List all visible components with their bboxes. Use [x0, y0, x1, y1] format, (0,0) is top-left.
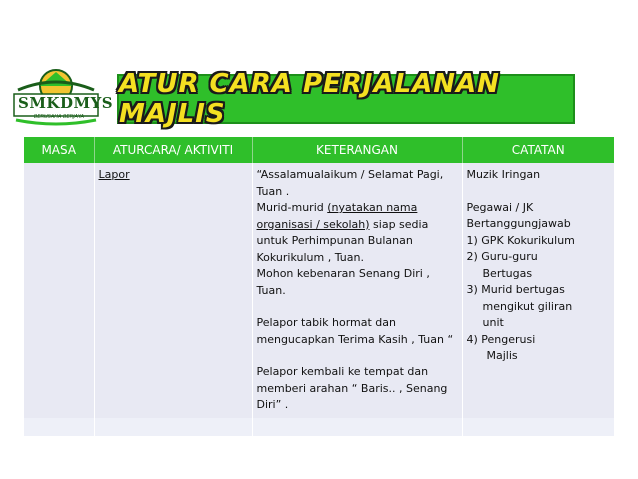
catatan-item-2-cont: Bertugas [482, 266, 533, 280]
keterangan-report-start: Murid-murid [256, 201, 328, 214]
table-row [24, 163, 614, 418]
cell-masa [24, 163, 94, 418]
aktiviti-lapor: Lapor [98, 168, 130, 181]
catatan-item-3-cont: mengikut giliran [482, 299, 573, 313]
logo-wordmark: SMKDMYS [18, 94, 114, 112]
header-aktiviti: ATURCARA/ AKTIVITI [94, 137, 252, 163]
header-catatan: CATATAN [462, 137, 614, 163]
cell-empty [94, 418, 252, 436]
cell-empty [462, 418, 614, 436]
agenda-table [24, 137, 614, 436]
header-masa: MASA [24, 137, 94, 163]
table-header-row [24, 137, 614, 163]
keterangan-report-end: siap sedia untuk Perhimpunan Bulanan Kokurikulum , Tuan. [256, 217, 429, 264]
cell-aktiviti [94, 163, 252, 418]
keterangan-report [257, 200, 458, 266]
table-row-empty [24, 418, 614, 436]
header-keterangan: KETERANGAN [252, 137, 462, 163]
catatan-music: Muzik Iringan [466, 168, 541, 181]
cell-catatan [462, 163, 614, 418]
catatan-item-2: 2) Guru-guru [466, 250, 538, 263]
title-banner [117, 69, 575, 129]
cell-empty [252, 418, 462, 436]
cell-empty [24, 418, 94, 436]
catatan-item-1: 1) GPK Kokurikulum [466, 233, 575, 247]
keterangan-greeting: “Assalamualaikum / Selamat Pagi, Tuan . [256, 168, 444, 198]
cell-keterangan [252, 163, 462, 418]
keterangan-return: Pelapor kembali ke tempat dan memberi arahan “ Baris.. , Senang Diri” . [256, 365, 448, 411]
catatan-item-4-cont: Majlis [486, 349, 518, 362]
catatan-item-3: 3) Murid bertugas [466, 283, 565, 296]
page-title: ATUR CARA PERJALANAN MAJLIS [119, 69, 500, 129]
logo-motto: BERUSAHA BERJAYA [33, 114, 85, 120]
keterangan-organisation-note: (nyatakan nama organisasi / sekolah) [256, 201, 418, 231]
catatan-item-3-cont2: unit [482, 316, 504, 329]
catatan-responsible: Pegawai / JK Bertanggungjawab [466, 200, 571, 230]
keterangan-permission: Mohon kebenaran Senang Diri , Tuan. [256, 267, 430, 297]
school-logo [10, 64, 114, 128]
catatan-item-4: 4) Pengerusi [466, 332, 536, 346]
keterangan-salute: Pelapor tabik hormat dan mengucapkan Terima Kasih , Tuan “ [256, 316, 454, 346]
